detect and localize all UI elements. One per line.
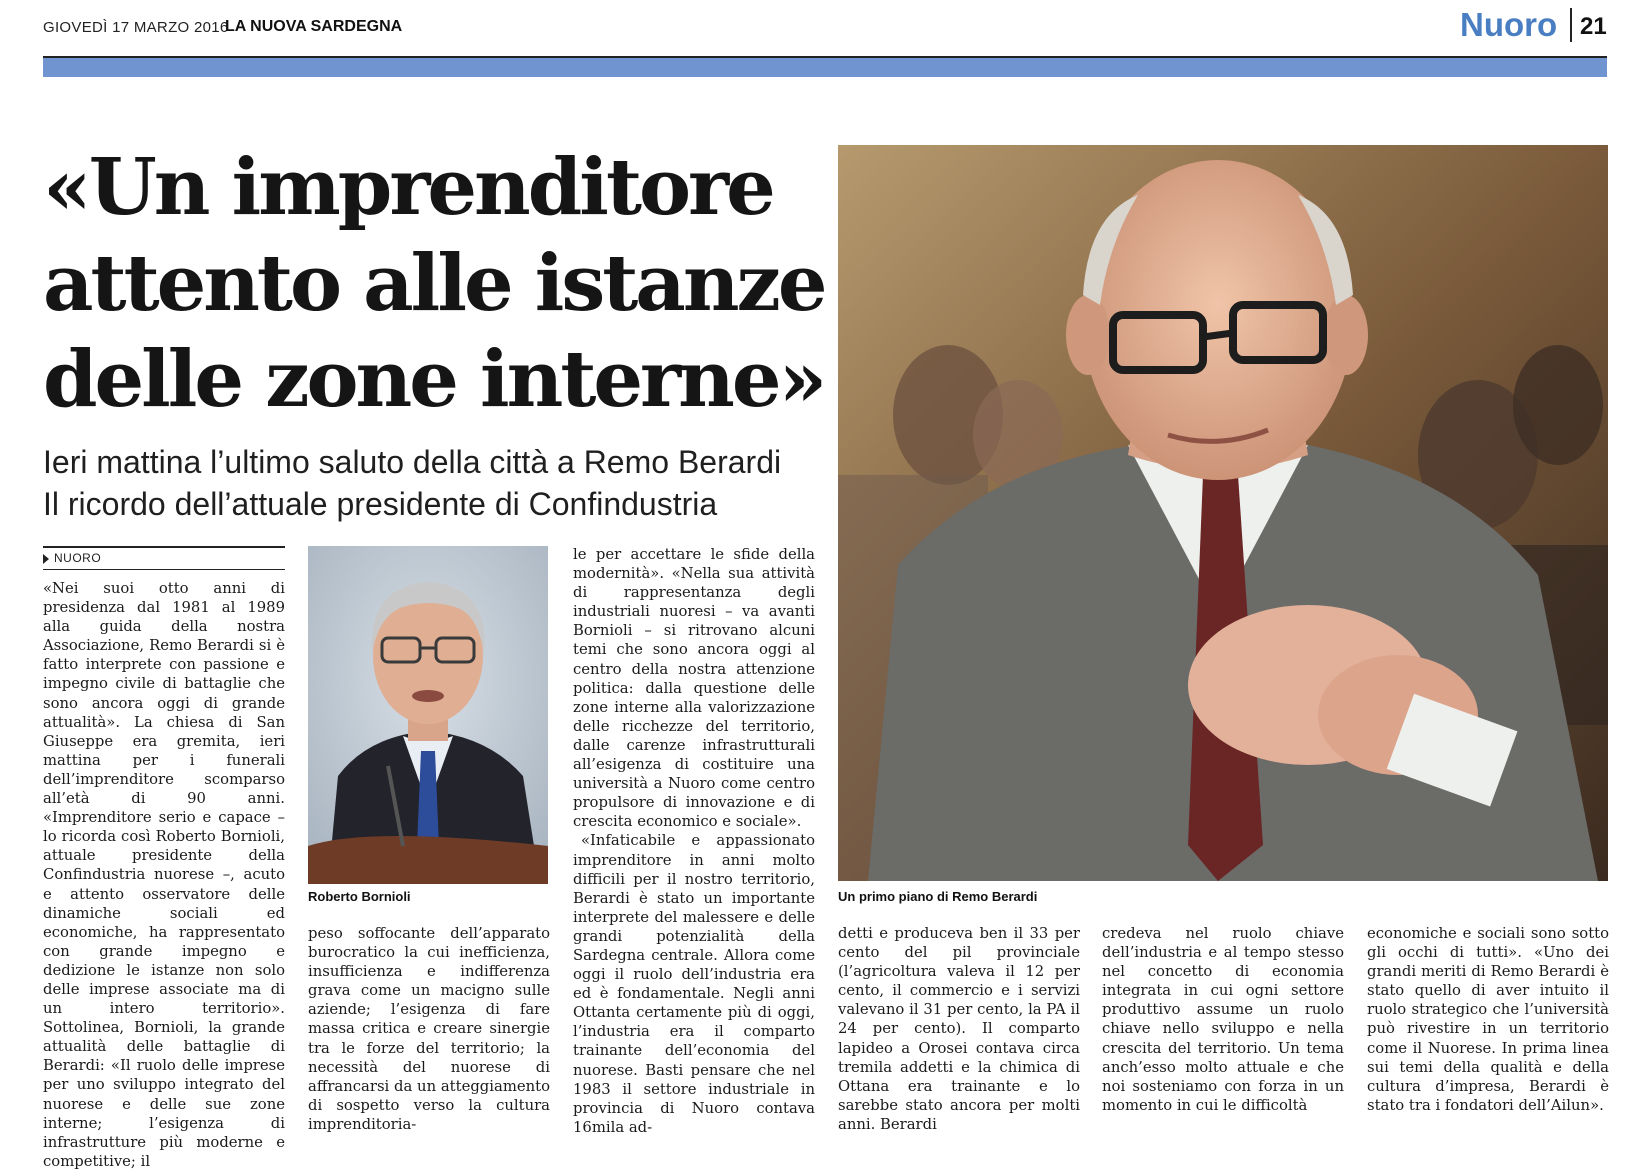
portrait-photo-bornioli [308,546,548,884]
article-column-2 [308,924,550,1133]
portrait-photo-berardi [838,145,1608,881]
dateline-location: NUORO [54,551,102,565]
photo-caption-bornioli: Roberto Bornioli [308,889,411,904]
article-paragraph: economiche e sociali sono sotto gli occhi di tutti». «Uno dei grandi meriti di Remo Berardi è stato quello di aver intuito il ruolo strategico che l’università può rivestire in un territorio come il Nuorese. In prima linea sui temi della qualità e della cultura d’impresa, Berardi è stato tra i fondatori dell’Ailun». [1367,925,1609,1114]
article-paragraph: peso soffocante dell’apparato burocratico la cui inefficienza, insufficienza e indifferenza grava come un macigno sulle aziende; l’esigenza di fare massa critica e creare sinergie tra le forze del territorio; la necessità del nuorese di affrancarsi da un atteggiamento di sospetto verso la cultura imprenditoria- [308,925,550,1133]
article-column-3 [573,545,815,1136]
issue-date: GIOVEDÌ 17 MARZO 2016 [43,19,229,36]
article-column-6 [1367,924,1609,1120]
page-number: 21 [1580,13,1607,40]
article-column-1 [43,579,285,1170]
subheadline-line-1: Ieri mattina l’ultimo saluto della città a Remo Berardi [43,444,782,480]
subheadline-line-2: Il ricordo dell’attuale presidente di Confindustria [43,486,718,522]
headline-line-3: delle zone interne» [43,334,825,425]
section-title: Nuoro [1460,6,1558,43]
article-paragraph: «Nei suoi otto anni di presidenza dal 1981 al 1989 alla guida della nostra Associazione, Remo Berardi si è fatto interprete con passione e impegno civile di battaglie che sono ancora oggi di grande attualità». La chiesa di San Giuseppe era gremita, ieri mattina per i funerali dell’imprenditore scomparso all’età di 90 anni. «Imprenditore serio e capace – lo ricorda così Roberto Bornioli, attuale presidente della Confindustria nuorese –, acuto e attento osservatore delle dinamiche sociali ed economiche, ha rappresentato con grande impegno e dedizione le istanze non solo delle imprese associate ma di un intero territorio». Sottolinea, Bornioli, la grande attualità delle battaglie di Berardi: «Il ruolo delle imprese per uno sviluppo integrato del nuorese e delle sue zone interne; l’esigenza di infrastrutture più moderne e competitive; il [43,580,285,1170]
headline-line-1: «Un imprenditore [43,142,773,233]
dateline [43,551,101,565]
article-column-5 [1102,924,1344,1120]
dateline-rule-bottom [43,569,285,570]
article-paragraph: «Infaticabile e appassionato imprenditore in anni molto difficili per il nostro territorio, Berardi è stato un importante interprete del malessere e delle grandi potenzialità della Sardegna centrale. Allora come oggi il ruolo dell’industria era ed è fondamentale. Negli anni Ottanta certamente più di oggi, l’industria era il comparto trainante dell’economia del nuorese. Basti pensare che nel 1983 il settore industriale in provincia di Nuoro contava 16mila ad- [573,832,815,1136]
article-column-4 [838,924,1080,1133]
article-paragraph: le per accettare le sfide della modernità». «Nella sua attività di rappresentanza degli industriali nuoresi – va avanti Bornioli – si ritrovano alcuni temi che sono ancora oggi al centro della nostra attenzione politica: dalla questione delle zone interne alla valorizzazione delle ricchezze del territorio, dalle carenze infrastrutturali all’esigenza di costituire una università a Nuoro come centro propulsore di innovazione e di crescita economico e sociale». [573,546,815,831]
article-paragraph: credeva nel ruolo chiave dell’industria e al tempo stesso nel concetto di economia integrata in cui ogni settore produttivo assume un ruolo chiave nello sviluppo e nella crescita del territorio. Un tema anch’esso molto attuale e che noi sosteniamo con forza in un momento in cui le difficoltà [1102,925,1344,1114]
portrait-illustration [308,546,548,884]
headline [43,140,833,428]
headline-line-2: attento alle istanze [43,238,825,329]
photo-caption-berardi: Un primo piano di Remo Berardi [838,889,1038,904]
newspaper-name: LA NUOVA SARDEGNA [225,18,403,35]
section-divider [1570,8,1572,42]
triangle-icon [43,554,49,564]
subheadline [43,441,803,525]
header-color-band [43,58,1607,77]
main-portrait-illustration [838,145,1608,881]
article-paragraph: detti e produceva ben il 33 per cento del pil provinciale (l’agricoltura valeva il 12 per cento, il commercio e i servizi valevano il 31 per cento, la PA il 24 per cento). Il comparto lapideo a Orosei contava circa tremila addetti e la chimica di Ottana era trainante e lo sarebbe stato ancora per molti anni. Berardi [838,925,1080,1133]
dateline-rule-top [43,546,285,548]
